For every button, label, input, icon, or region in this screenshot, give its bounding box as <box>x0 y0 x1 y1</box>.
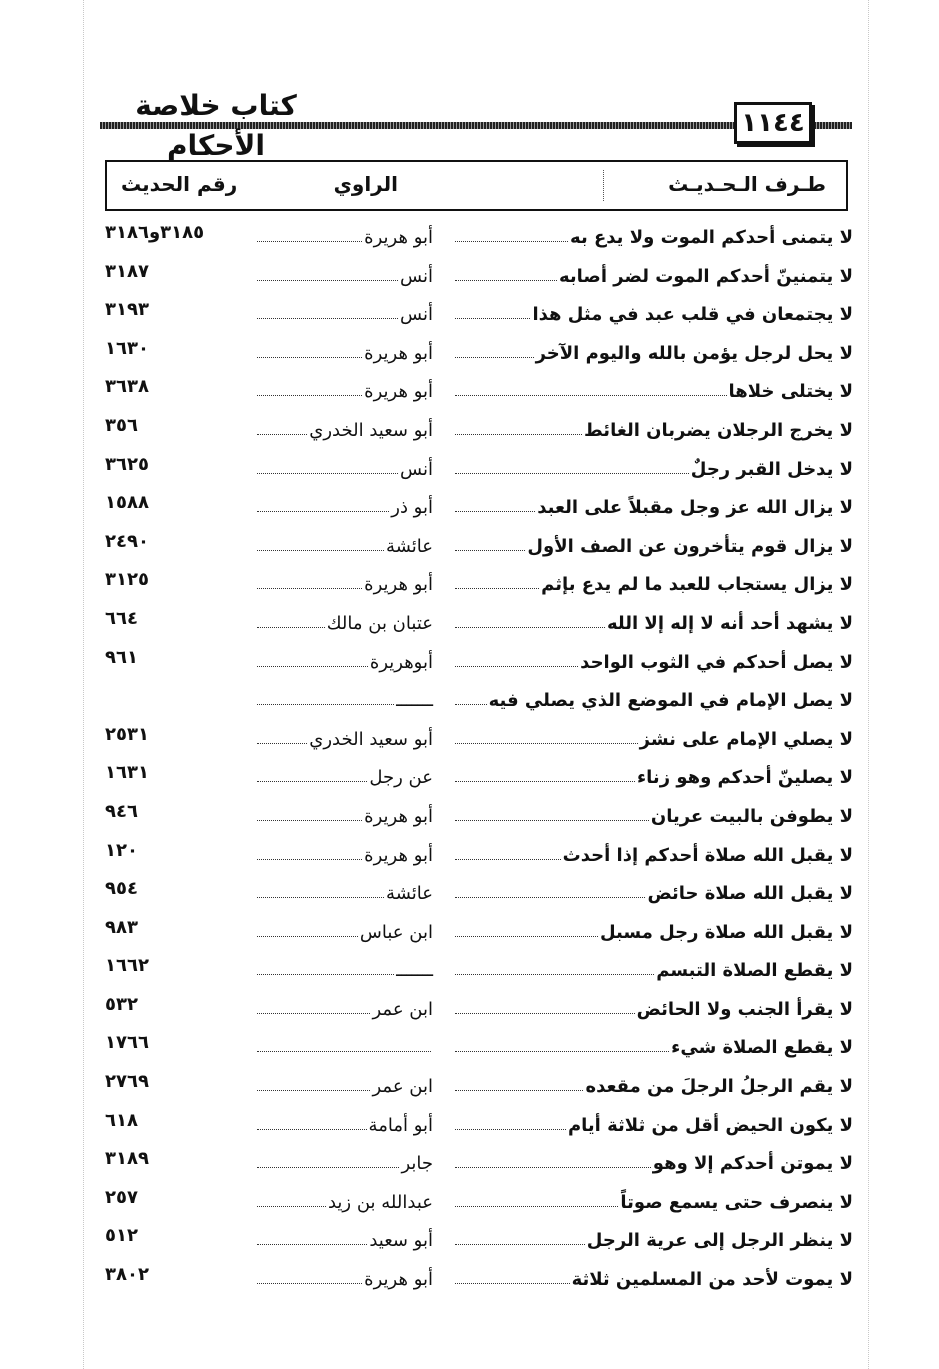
leader-dots <box>257 1013 370 1014</box>
leader-dots <box>257 743 307 744</box>
narrator-cell <box>257 299 433 325</box>
table-row <box>105 332 853 371</box>
table-row <box>105 1142 853 1181</box>
hadith-text: لا يتمنينّ أحدكم الموت لضر أصابه <box>559 265 853 287</box>
table-row <box>105 563 853 602</box>
hadith-text: لا يخرج الرجلان يضربان الغائط <box>584 419 853 441</box>
leader-dots <box>455 704 487 705</box>
narrator-name: أبو سعيد الخدري <box>309 419 433 441</box>
hadith-text: لا يقطع الصلاة شيء <box>671 1037 853 1059</box>
table-row <box>105 216 853 255</box>
leader-dots <box>257 473 398 474</box>
hadith-number: ٣٦٢٥ <box>105 453 149 475</box>
narrator-cell <box>257 1264 433 1290</box>
leader-dots <box>455 550 525 551</box>
hadith-number: ٣١٨٩ <box>105 1148 149 1170</box>
leader-dots <box>455 318 530 319</box>
table-header <box>105 160 848 211</box>
book-title: كتاب خلاصة الأحكام <box>135 89 297 162</box>
hadith-text-cell <box>455 878 853 904</box>
hadith-text: لا يصلي الإمام على نشز <box>639 728 853 750</box>
hadith-text: لا ينظر الرجل إلى عرية الرجل <box>586 1230 853 1252</box>
hadith-text: لا يصل الإمام في الموضع الذي يصلي فيه <box>488 690 853 712</box>
narrator-cell <box>257 1110 433 1136</box>
hadith-number: ١٥٨٨ <box>105 492 149 514</box>
table-row <box>105 795 853 834</box>
hadith-text-cell <box>455 685 853 711</box>
leader-dots <box>257 511 389 512</box>
table-row <box>105 1065 853 1104</box>
narrator-name: أبو سعيد الخدري <box>309 728 433 750</box>
leader-dots <box>455 1283 570 1284</box>
leader-dots <box>257 859 362 860</box>
leader-dots <box>257 1090 370 1091</box>
hadith-text-cell <box>455 299 853 325</box>
hadith-text-cell <box>455 955 853 981</box>
hadith-text-cell <box>455 1225 853 1251</box>
column-header-text: طـرف الـحـديـث <box>668 172 826 196</box>
leader-dots <box>455 1013 635 1014</box>
hadith-text: لا يقبل الله صلاة أحدكم إذا أحدث <box>562 844 853 866</box>
table-row <box>105 641 853 680</box>
leader-dots <box>455 627 605 628</box>
leader-dots <box>455 473 689 474</box>
hadith-text: لا يدخل القبر رجلٌ <box>690 458 853 480</box>
hadith-text: لا يجتمعان في قلب عبد في مثل هذا <box>532 304 853 326</box>
hadith-text-cell <box>455 762 853 788</box>
narrator-cell <box>257 1148 433 1174</box>
hadith-text-cell <box>455 531 853 557</box>
narrator-name: أبو سعيد <box>369 1230 433 1252</box>
leader-dots <box>455 1090 583 1091</box>
hadith-number: ٥٣٢ <box>105 993 138 1015</box>
hadith-number: ٣١٨٧ <box>105 260 149 282</box>
hadith-text-cell <box>455 1187 853 1213</box>
hadith-text-cell <box>455 338 853 364</box>
hadith-text-cell <box>455 801 853 827</box>
leader-dots <box>257 241 362 242</box>
narrator-cell <box>257 1071 433 1097</box>
narrator-cell <box>257 801 433 827</box>
leader-dots <box>257 1167 399 1168</box>
hadith-number: ٢٧٦٩ <box>105 1071 149 1093</box>
hadith-number: ١٦٣٠ <box>105 337 149 359</box>
page-number: ١١٤٤ <box>734 102 812 144</box>
leader-dots <box>455 357 534 358</box>
hadith-number <box>105 685 227 711</box>
leader-dots <box>257 627 325 628</box>
leader-dots <box>257 1283 362 1284</box>
narrator-name: أبو هريرة <box>364 574 433 596</box>
leader-dots <box>257 1206 326 1207</box>
table-row <box>105 718 853 757</box>
hadith-text-cell <box>455 569 853 595</box>
hadith-number: ٩٤٦ <box>105 800 138 822</box>
table-row <box>105 255 853 294</box>
hadith-text: لا يصل أحدكم في الثوب الواحد <box>580 651 853 673</box>
leader-dots <box>455 781 635 782</box>
table-row <box>105 1258 853 1297</box>
leader-dots <box>257 588 362 589</box>
narrator-cell <box>257 840 433 866</box>
narrator-cell <box>257 492 433 518</box>
narrator-cell <box>257 415 433 441</box>
table-row <box>105 602 853 641</box>
hadith-number: ٣٥٦ <box>105 414 138 436</box>
table-row <box>105 486 853 525</box>
narrator-name: عتبان بن مالك <box>326 612 433 634</box>
table-row <box>105 872 853 911</box>
narrator-cell <box>257 338 433 364</box>
hadith-text: لا يكون الحيض أقل من ثلاثة أيام <box>567 1114 853 1136</box>
leader-dots <box>455 974 654 975</box>
leader-dots <box>455 743 638 744</box>
scan-margin-right <box>868 0 870 1369</box>
leader-dots <box>455 1206 618 1207</box>
table-row <box>105 679 853 718</box>
hadith-text: لا يزال قوم يتأخرون عن الصف الأول <box>527 535 853 557</box>
narrator-name: أبو هريرة <box>364 227 433 248</box>
leader-dots <box>455 666 578 667</box>
leader-dots <box>257 280 398 281</box>
narrator-cell <box>257 376 433 402</box>
narrator-cell <box>257 917 433 943</box>
hadith-text-cell <box>455 1032 853 1058</box>
narrator-name: جابر <box>401 1153 433 1175</box>
hadith-number: ٩٦١ <box>105 646 138 668</box>
hadith-text-cell <box>455 454 853 480</box>
hadith-text-cell <box>455 261 853 287</box>
hadith-text: لا يختلى خلاها <box>728 381 853 403</box>
narrator-name: أنس <box>400 458 433 480</box>
narrator-cell <box>257 955 433 981</box>
hadith-text: لا يزال الله عز وجل مقبلاً على العبد <box>537 497 853 519</box>
hadith-number: ٣٨٠٢ <box>105 1264 149 1286</box>
narrator-name: أنس <box>400 304 433 326</box>
narrator-cell <box>257 724 433 750</box>
leader-dots <box>257 1244 367 1245</box>
narrator-cell <box>257 878 433 904</box>
hadith-number: ٢٥٧ <box>105 1186 138 1208</box>
table-row <box>105 293 853 332</box>
hadith-text: لا يقطع الصلاة التبسم <box>656 960 853 982</box>
table-row <box>105 911 853 950</box>
narrator-name: أنس <box>400 265 433 287</box>
hadith-number: ٩٥٤ <box>105 878 138 900</box>
hadith-number: ٢٤٩٠ <box>105 530 149 552</box>
hadith-number: ٦١٨ <box>105 1109 138 1131</box>
hadith-text: لا يموتن أحدكم إلا وهو <box>652 1153 853 1175</box>
leader-dots <box>455 1051 669 1052</box>
leader-dots <box>257 318 398 319</box>
hadith-number: ٦٦٤ <box>105 607 138 629</box>
narrator-name: عائشة <box>386 883 433 905</box>
leader-dots <box>257 897 384 898</box>
leader-dots <box>257 936 358 937</box>
narrator-cell <box>257 222 433 248</box>
scan-margin-left <box>83 0 85 1369</box>
narrator-cell <box>257 647 433 673</box>
narrator-name: عن رجل <box>369 767 433 789</box>
leader-dots <box>455 395 727 396</box>
column-divider <box>603 170 604 201</box>
narrator-name: أبو هريرة <box>364 1269 433 1291</box>
leader-dots <box>455 859 561 860</box>
hadith-number: ٢٥٣١ <box>105 723 149 745</box>
hadith-number: ٣١٩٣ <box>105 299 149 321</box>
table-row <box>105 1219 853 1258</box>
hadith-text: لا يزال يستجاب للعبد ما لم يدع بإثم <box>541 574 853 596</box>
narrator-cell <box>257 685 433 711</box>
hadith-text: لا يقم الرجلُ الرجلَ من مقعده <box>585 1076 853 1098</box>
leader-dots <box>257 434 307 435</box>
hadith-index-table <box>105 216 853 1297</box>
table-row <box>105 756 853 795</box>
leader-dots <box>257 550 384 551</box>
leader-dots <box>455 280 557 281</box>
table-row <box>105 949 853 988</box>
leader-dots <box>257 357 362 358</box>
narrator-name: ابن عمر <box>372 1076 433 1098</box>
table-row <box>105 448 853 487</box>
leader-dots <box>257 1051 431 1052</box>
narrator-name: أبوهريرة <box>369 651 433 673</box>
leader-dots <box>455 434 582 435</box>
leader-dots <box>257 1129 367 1130</box>
narrator-name: أبو ذر <box>391 497 433 519</box>
hadith-text: لا يحل لرجل يؤمن بالله واليوم الآخر <box>535 342 853 364</box>
hadith-text-cell <box>455 917 853 943</box>
hadith-text: لا يصلينّ أحدكم وهو زناء <box>636 767 853 789</box>
narrator-cell <box>257 1187 433 1213</box>
hadith-text: لا يشهد أحد أنه لا إله إلا الله <box>606 612 853 634</box>
leader-dots <box>455 588 539 589</box>
table-row <box>105 988 853 1027</box>
table-row <box>105 1026 853 1065</box>
hadith-text-cell <box>455 994 853 1020</box>
narrator-cell <box>257 1225 433 1251</box>
hadith-text-cell <box>455 376 853 402</box>
leader-dots <box>257 395 362 396</box>
hadith-number: ١٦٦٢ <box>105 955 149 977</box>
hadith-text-cell <box>455 492 853 518</box>
narrator-cell <box>257 762 433 788</box>
narrator-name: أبو أمامة <box>368 1114 433 1136</box>
leader-dots <box>257 704 394 705</box>
hadith-text-cell <box>455 1110 853 1136</box>
narrator-name: ـــــــ <box>396 960 433 982</box>
narrator-name: أبو هريرة <box>364 381 433 403</box>
hadith-text: لا ينصرف حتى يسمع صوتاً <box>620 1191 853 1213</box>
hadith-number: ١٧٦٦ <box>105 1032 149 1054</box>
hadith-number: ١٢٠ <box>105 839 138 861</box>
hadith-number: ٣١٢٥ <box>105 569 149 591</box>
narrator-cell <box>257 1032 433 1058</box>
narrator-cell <box>257 569 433 595</box>
column-header-narrator: الراوي <box>333 172 398 196</box>
narrator-name: ابن عباس <box>359 921 433 943</box>
hadith-text-cell <box>455 647 853 673</box>
hadith-text: لا يقبل الله صلاة رجل مسبل <box>599 921 853 943</box>
hadith-text-cell <box>455 724 853 750</box>
leader-dots <box>455 897 645 898</box>
table-row <box>105 1181 853 1220</box>
narrator-cell <box>257 608 433 634</box>
leader-dots <box>455 936 598 937</box>
hadith-text: لا يتمنى أحدكم الموت ولا يدع به <box>570 227 853 248</box>
page-header <box>100 80 852 162</box>
hadith-text-cell <box>455 222 853 248</box>
leader-dots <box>455 820 649 821</box>
narrator-cell <box>257 261 433 287</box>
hadith-text: لا يقبل الله صلاة حائض <box>647 883 853 905</box>
table-row <box>105 370 853 409</box>
table-row <box>105 1104 853 1143</box>
leader-dots <box>455 1244 585 1245</box>
leader-dots <box>455 511 535 512</box>
hadith-text-cell <box>455 1264 853 1290</box>
hadith-text-cell <box>455 608 853 634</box>
table-row <box>105 525 853 564</box>
narrator-name: عائشة <box>386 535 433 557</box>
leader-dots <box>455 1129 566 1130</box>
leader-dots <box>257 820 362 821</box>
narrator-name: أبو هريرة <box>364 342 433 364</box>
hadith-number: ٩٨٣ <box>105 916 138 938</box>
narrator-name: عبدالله بن زيد <box>327 1191 433 1213</box>
hadith-number: ١٦٣١ <box>105 762 149 784</box>
hadith-text-cell <box>455 1071 853 1097</box>
narrator-name: ابن عمر <box>372 998 433 1020</box>
leader-dots <box>257 666 368 667</box>
narrator-cell <box>257 994 433 1020</box>
hadith-text: لا يموت لأحد من المسلمين ثلاثة <box>571 1269 853 1291</box>
column-header-number: رقم الحديث <box>121 172 238 196</box>
narrator-name: ـــــــ <box>396 690 433 712</box>
leader-dots <box>257 974 394 975</box>
table-row <box>105 409 853 448</box>
hadith-text: لا يقرأ الجنب ولا الحائض <box>636 998 853 1020</box>
narrator-name: أبو هريرة <box>364 844 433 866</box>
hadith-number: ٥١٢ <box>105 1225 138 1247</box>
leader-dots <box>257 781 367 782</box>
hadith-text-cell <box>455 1148 853 1174</box>
hadith-number: ٣١٨٥و٣١٨٦ <box>105 222 205 243</box>
narrator-cell <box>257 531 433 557</box>
hadith-text-cell <box>455 840 853 866</box>
narrator-cell <box>257 454 433 480</box>
leader-dots <box>455 241 568 242</box>
hadith-text: لا يطوفن بالبيت عريان <box>650 805 853 827</box>
hadith-text-cell <box>455 415 853 441</box>
table-row <box>105 834 853 873</box>
leader-dots <box>455 1167 651 1168</box>
narrator-name: أبو هريرة <box>364 805 433 827</box>
hadith-number: ٣٦٣٨ <box>105 376 149 398</box>
